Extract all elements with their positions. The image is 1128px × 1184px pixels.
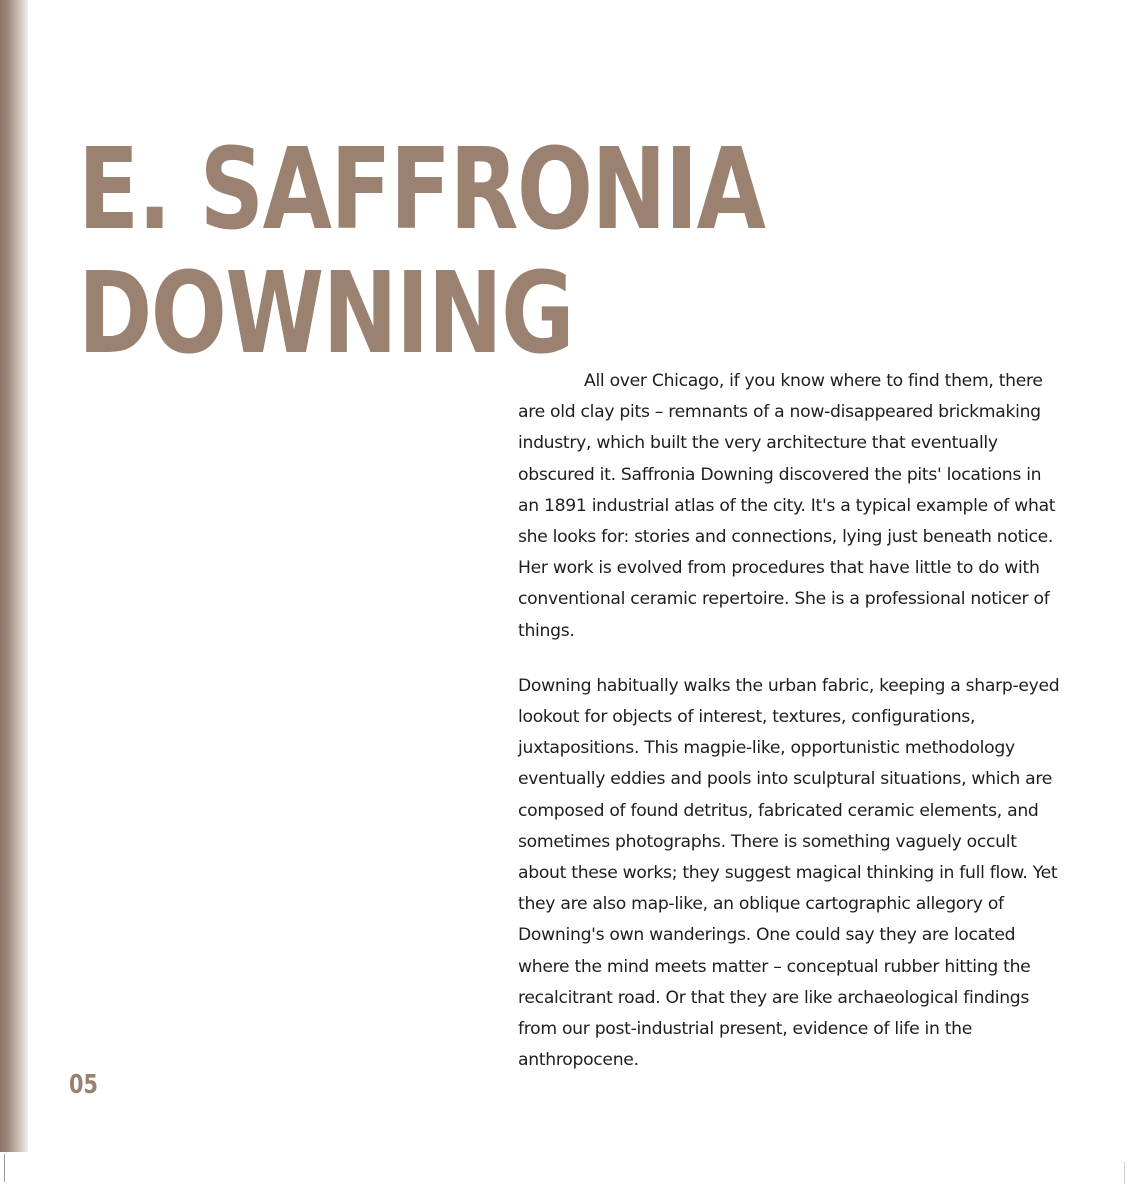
crop-mark-right (1124, 1162, 1125, 1184)
crop-mark-left (4, 1154, 5, 1182)
title-line-1: E. SAFFRONIA (78, 125, 765, 255)
page-spine-shadow (0, 0, 28, 1152)
essay-paragraph-1: All over Chicago, if you know where to find them, there are old clay pits – remnants of a now-disappeared brickmaking industry, which built the very architecture that eventually obscured it. Saffronia Downing discovered the pits' locations in an 1891 industrial atlas of the city. It's a typical example of what she looks for: stories and connections, lying just beneath notice. Her work is evolved from procedures that have little to do with conventional ceramic repertoire. She is a professional noticer of things. (518, 371, 1056, 641)
essay-text (518, 366, 1066, 1076)
page-bottom-edge (0, 1152, 1128, 1184)
title-line-2: DOWNING (78, 249, 574, 379)
essay-paragraph-2: Downing habitually walks the urban fabric, keeping a sharp-eyed lookout for objects of interest, textures, configurations, juxtapositions. This magpie-like, opportunistic methodology eventually eddies and pools into sculptural situations, which are composed of found detritus, fabricated ceramic elements, and sometimes photographs. There is something vaguely occult about these works; they suggest magical thinking in full flow. Yet they are also map-like, an oblique cartographic allegory of Downing's own wanderings. One could say they are located where the mind meets matter – conceptual rubber hitting the recalcitrant road. Or that they are like archaeological findings from our post-industrial present, evidence of life in the anthropocene. (518, 675, 1060, 1071)
artist-name-heading (78, 125, 765, 379)
page-number: 05 (69, 1070, 98, 1100)
